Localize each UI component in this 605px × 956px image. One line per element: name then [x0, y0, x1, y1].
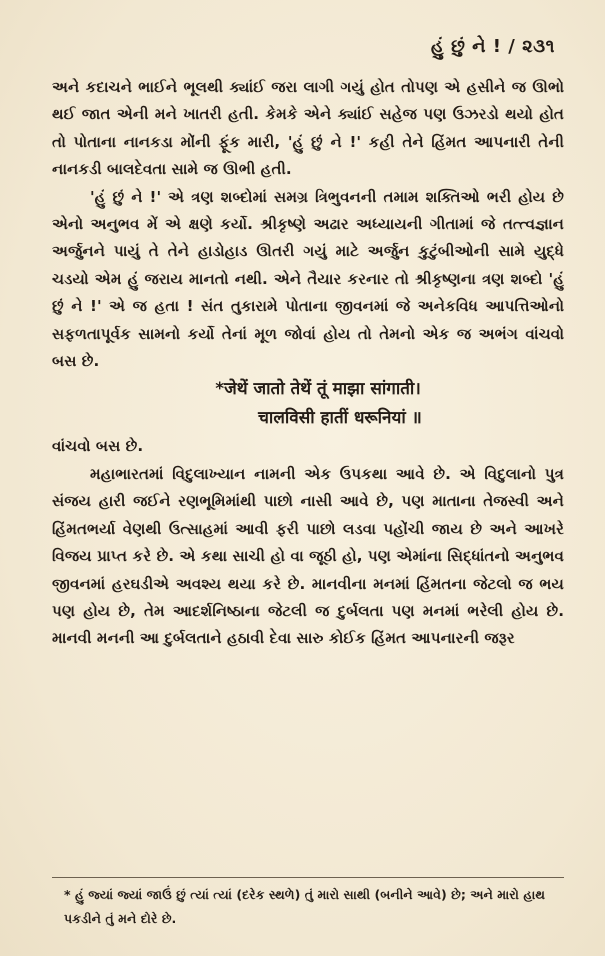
footnote-divider	[52, 877, 564, 878]
after-verse-text: વાંચવો બસ છે.	[52, 437, 144, 456]
body-text	[52, 74, 564, 653]
verse-line-1: *जेथें जातो तेथें तूं माझा सांगाती।	[215, 379, 421, 400]
verse-line-2: चालविसी हातीं धरूनियां ॥	[258, 408, 422, 429]
paragraph-1: અને કદાચને ભાઈને ભૂલથી ક્યાંઈ જરા લાગી ગયું હોત તોપણ એ હસીને જ ઊભો થઈ જાત એની મને ખાતરી હતી. કેમકે એને ક્યાંઈ સહેજ પણ ઉઝરડો થયો હોત તો પોતાના નાનકડા મોંની ફૂંક મારી, 'હું છું ને !' કહી તેને હિંમત આપનારી તેની નાનકડી બાલદેવતા સામે જ ઊભી હતી.	[52, 78, 564, 179]
paragraph-3: મહાભારતમાં વિદુલાખ્યાન નામની એક ઉપકથા આવે છે. એ વિદુલાનો પુત્ર સંજય હારી જઈને રણભૂમિમાંથી પાછો નાસી આવે છે, પણ માતાના તેજસ્વી અને હિંમતભર્યા વેણથી ઉત્સાહમાં આવી ફરી પાછો લડવા પહોંચી જાય છે અને આખરે વિજય પ્રાપ્ત કરે છે. એ કથા સાચી હો વા જૂઠી હો, પણ એમાંના સિદ્ધાંતનો અનુભવ જીવનમાં હરઘડીએ અવશ્ય થયા કરે છે. માનવીના મનમાં હિંમતના જેટલો જ ભય પણ હોય છે, તેમ આદર્શનિષ્ઠાના જેટલી જ દુર્બલતા પણ મનમાં ભરેલી હોય છે. માનવી મનની આ દુર્બલતાને હઠાવી દેવા સારુ કોઈક હિંમત આપનારની જરૂર	[52, 464, 564, 648]
marathi-verse	[62, 375, 574, 433]
running-header: હું છું ને ! / ૨૩૧	[430, 36, 555, 57]
paragraph-2: 'હું છું ને !' એ ત્રણ શબ્દોમાં સમગ્ર ત્રિભુવનની તમામ શક્તિઓ ભરી હોય છે એનો અનુભવ મેં એ ક્ષણે કર્યો. શ્રીકૃષ્ણે અઢાર અધ્યાયની ગીતામાં જે તત્ત્વજ્ઞાન અર્જુનને પાયું તે તેને હાડોહાડ ઊતરી ગયું માટે અર્જુન કુટુંબીઓની સામે યુદ્ધે ચડયો એમ હું જરાય માનતો નથી. એને તૈયાર કરનાર તો શ્રીકૃષ્ણના ત્રણ શબ્દો 'હું છું ને !' એ જ હતા ! સંત તુકારામે પોતાના જીવનમાં જે અનેકવિધ આપત્તિઓનો સફળતાપૂર્વક સામનો કર્યો તેનાં મૂળ જોવાં હોય તો તેમનો એક જ અભંગ વાંચવો બસ છે.	[52, 187, 564, 371]
footnote: * હું જ્યાં જ્યાં જાઉં છું ત્યાં ત્યાં (દરેક સ્થળે) તું મારો સાથી (બનીને આવે) છે; અને મારો હાથ પકડીને તું મને દોરે છે.	[64, 887, 546, 926]
